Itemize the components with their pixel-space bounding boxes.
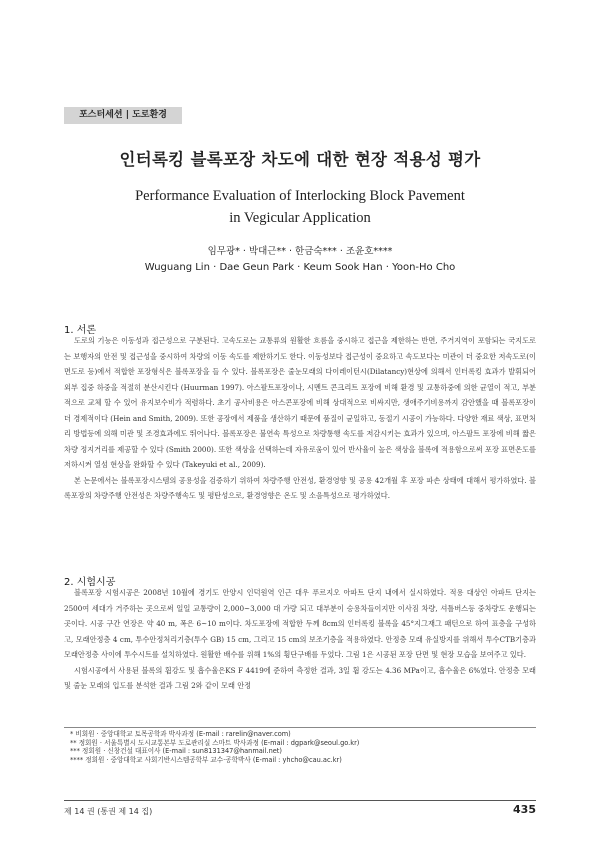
footnote-divider	[64, 727, 536, 728]
paper-title-english	[0, 185, 600, 229]
title-english-line2: in Vegicular Application	[229, 210, 371, 226]
section-heading-introduction: 1. 서론	[64, 325, 97, 336]
author-footnotes	[70, 730, 540, 764]
test-paragraph-2: 시험시공에서 사용된 블록의 휨강도 및 흡수율은KS F 4419에 준하여 측정한 결과, 3일 휨 강도는 4.36 MPa이고, 흡수율은 6%였다. 안정층 모래 및 줄눈 모래의 입도를 분석한 결과 그림 2와 같이 모래 안정	[64, 665, 536, 690]
footnote-author-1: * 비회원 · 중앙대학교 토목공학과 박사과정 (E-mail : rarelin@naver.com)	[70, 730, 291, 738]
footnote-author-4: **** 정회원 · 중앙대학교 사회기반시스템공학부 교수·공학박사 (E-mail : yhcho@cau.ac.kr)	[70, 755, 342, 764]
footnote-author-3: *** 정회원 · 신창건설 대표이사 (E-mail : sun8131347@hanmail.net)	[70, 747, 282, 756]
title-english-line1: Performance Evaluation of Interlocking Block Pavement	[135, 188, 465, 204]
authors-korean: 임무광* · 박대근** · 한금숙*** · 조윤호****	[207, 246, 393, 257]
section-body-introduction	[64, 333, 536, 504]
intro-paragraph-2: 본 논문에서는 블록포장시스템의 공용성을 검증하기 위하여 차량주행 안전성, 환경영향 및 공용 42개월 후 포장 파손 상태에 대해서 평가하였다. 블록포장의 차량주행 안전성은 차량주행속도 및 평탄성으로, 환경영향은 온도 및 소음특성으로 평가하였다.	[64, 475, 536, 500]
page-number: 435	[513, 803, 536, 816]
section-body-test-construction	[64, 585, 536, 694]
footer-volume: 제 14 권 (통권 제 14 집)	[64, 807, 153, 816]
authors-english: Wuguang Lin · Dae Geun Park · Keum Sook Han · Yoon-Ho Cho	[144, 262, 456, 273]
intro-paragraph-1: 도로의 기능은 이동성과 접근성으로 구분된다. 고속도로는 교통류의 원활한 흐름을 중시하고 접근을 제한하는 반면, 주거지역이 포함되는 국지도로는 보행자의 안전 및 접근성을 중시하여 차량의 이동 속도를 제한하기도 한다. 이동성보다 접근성이 중요하고 속도보다는 미관이 더 중요한 저속도로(이면도로 등)에서 적합한 포장형식은 블록포장을 들 수 있다. 블록포장은 줄눈모래의 다이레이턴시(Dilatancy)현상에 의해서 인터록킹 효과가 발휘되어 외부 집중 하중을 적절히 분산시킨다 (Huurman 1997). 아스팔트포장이나, 시멘트 콘크리트 포장에 비해 환경 및 교통하중에 의한 균열이 적고, 부분적으로 교체 할 수 있어 유지보수비가 적렴하다. 초기 공사비용은 아스콘포장에 비해 상대적으로 비싸지만, 생애주기비용까지 감안했을 때 블록포장이 더 경제적이다 (Hein and Smith, 2009). 또한 공장에서 제품을 생산하기 때문에 품질이 균일하고, 동절기 시공이 가능하다. 다양한 재료 색상, 표면처리 방법등에 의해 미관 및 조경효과에도 뛰어나다. 블록포장은 불연속 특성으로 차량통행 속도를 저감시키는 효과가 있으며, 아스팔트 포장에 비해 짧은 차량 정지거리를 제공할 수 있다 (Smith 2000). 또한 색상을 선택하는데 자유로움이 있어 반사율이 높은 색상을 블록에 적용함으로써 포장 표면온도를 저하시켜 열섬 현상을 완화할 수 있다 (Takeyuki et al., 2009).	[64, 336, 536, 469]
paper-title-korean: 인터록킹 블록포장 차도에 대한 현장 적용성 평가	[119, 150, 481, 169]
footnote-author-2: ** 정회원 · 서울특별시 도시교통본부 도로관리실 스마트 박사과정 (E-mail : dgpark@seoul.go.kr)	[70, 738, 360, 747]
section-heading-test-construction: 2. 시험시공	[64, 577, 116, 588]
test-paragraph-1: 블록포장 시험시공은 2008년 10월에 경기도 안양시 인덕원역 인근 대우 푸르지오 아파트 단지 내에서 실시하였다. 적용 대상인 아파트 단지는 2500여 세대가 거주하는 곳으로써 일일 교통량이 2,000~3,000 대 가량 되고 대부분이 승용차들이지만 이사짐 차량, 셔틀버스등 중차량도 운행되는 곳이다. 시공 구간 연장은 약 40 m, 폭은 6~10 m이다. 차도포장에 적합한 두께 8cm의 인터록킹 블록을 45°지그재그 패턴으로 하여 표층을 구성하고, 모래안정층 4 cm, 투수안정처리기층(투수 GB) 15 cm, 그리고 15 cm의 보조기층을 적용하였다. 안정층 모래 유실방지를 위해서 투수CTB기층과 모래안정층 사이에 투수시트를 설치하였다. 원활한 배수를 위해 1%의 횡단구배를 두었다. 그림 1은 시공된 포장 단면 및 현장 모습을 보여주고 있다.	[64, 588, 536, 659]
section-tag: 포스터세션 | 도로환경	[64, 107, 182, 124]
footer-divider	[64, 800, 536, 801]
